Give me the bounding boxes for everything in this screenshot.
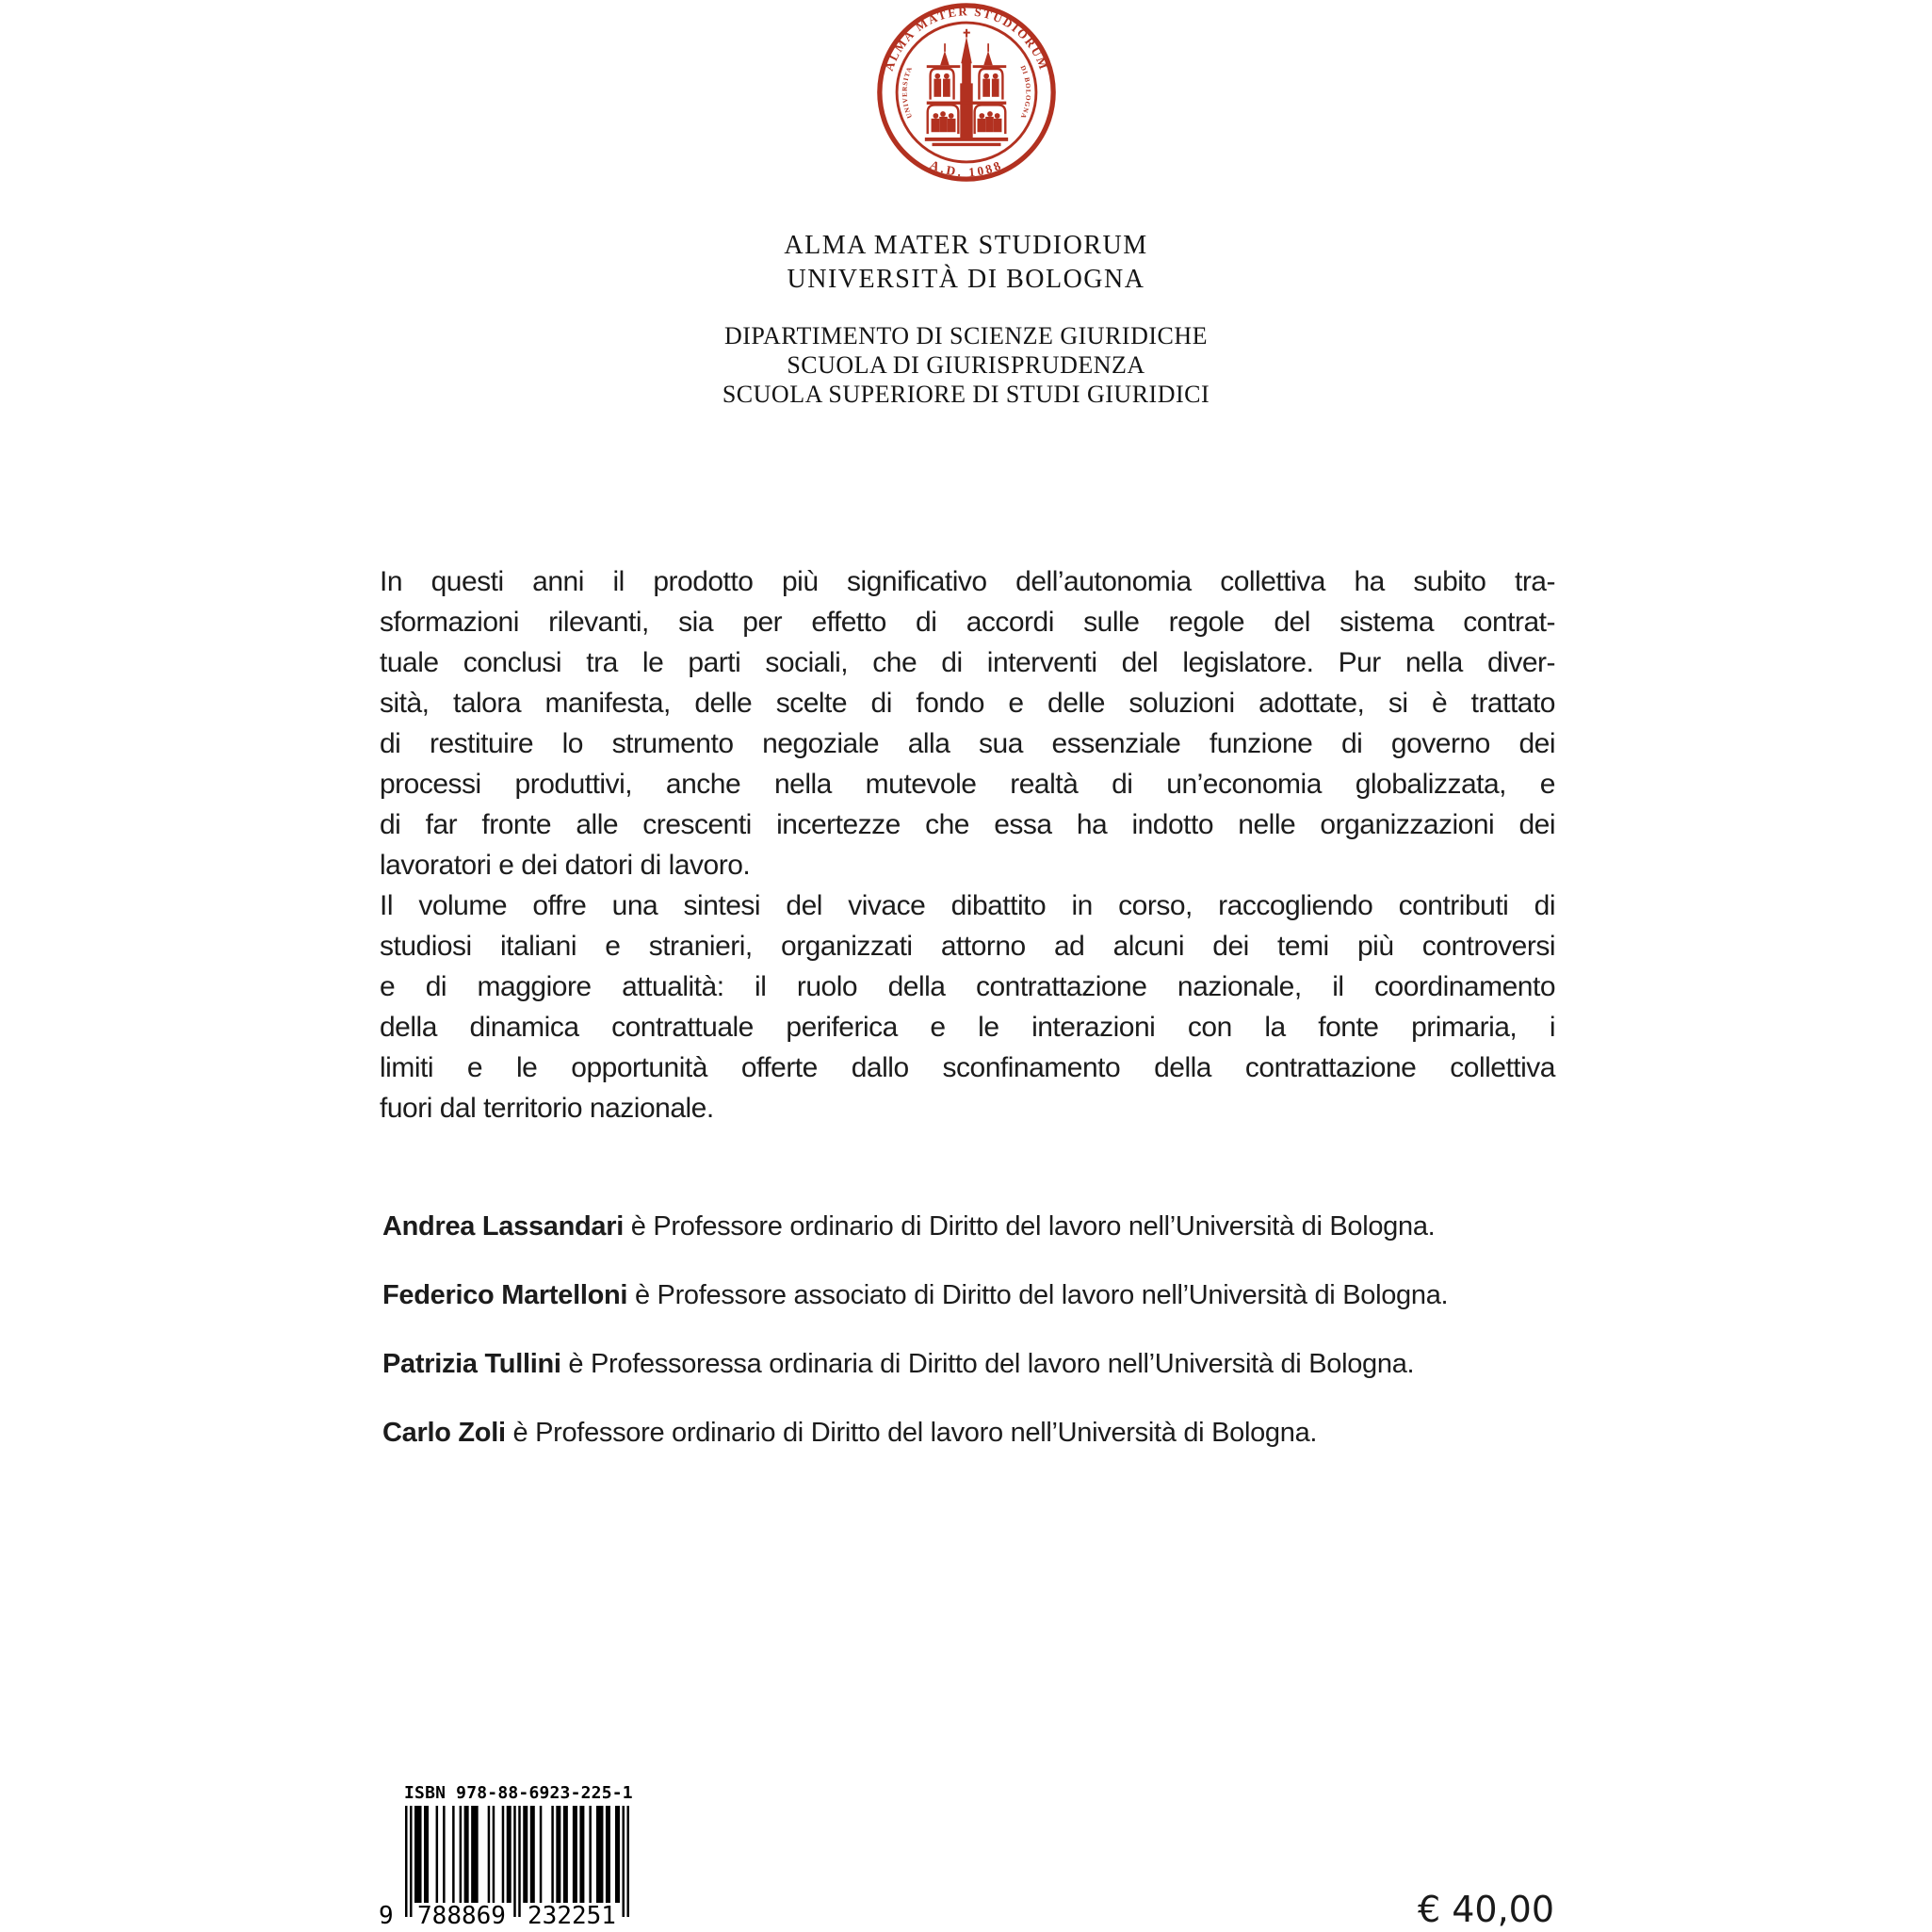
barcode-bar [606, 1806, 610, 1903]
barcode-bar [540, 1806, 543, 1903]
barcode-bar [589, 1806, 592, 1903]
author-description: è Professore associato di Diritto del lavoro nell’Università di Bologna. [627, 1280, 1449, 1310]
university-name [0, 229, 1932, 297]
blurb-text [380, 561, 1555, 1128]
blurb-line: limiti e le opportunità offerte dallo sconfinamento della contrattazione collettiva [380, 1052, 1555, 1083]
barcode-bar [436, 1806, 439, 1903]
barcode-bar [507, 1806, 511, 1903]
svg-text:UNIVERSITA [901, 65, 915, 119]
barcode-bar [518, 1806, 521, 1917]
author-bio [382, 1349, 1701, 1380]
blurb-line: lavoratori e dei datori di lavoro. [380, 850, 751, 881]
blurb-line: processi produttivi, anche nella mutevole realtà di un’economia globalizzata, e [380, 769, 1555, 800]
blurb-line: della dinamica contrattuale periferica e le interazioni con la fonte primaria, i [380, 1012, 1555, 1043]
university-seal-icon [876, 2, 1057, 183]
author-description: è Professore ordinario di Diritto del lavoro nell’Università di Bologna. [624, 1211, 1436, 1242]
price-label: € 40,00 [1417, 1889, 1554, 1930]
barcode-bar [405, 1806, 408, 1917]
department-lines [0, 321, 1932, 409]
blurb-line: di restituire lo strumento negoziale alla sua essenziale funzione di governo dei [380, 728, 1555, 759]
author-bio [382, 1211, 1701, 1242]
seal-inner-left-text: UNIVERSITA [901, 65, 915, 120]
barcode-bar [513, 1806, 516, 1917]
barcode-bar [410, 1806, 413, 1917]
barcode-bar [523, 1806, 528, 1903]
barcode-bar [414, 1806, 422, 1903]
department-line: DIPARTIMENTO DI SCIENZE GIURIDICHE [723, 322, 1209, 349]
author-name: Andrea Lassandari [382, 1211, 624, 1242]
blurb-line: fuori dal territorio nazionale. [380, 1093, 714, 1124]
seal-bottom-text: A.D. 1088 [927, 157, 1005, 180]
barcode-bar [493, 1806, 495, 1903]
barcode-bar [615, 1806, 620, 1903]
barcode-bar [443, 1806, 446, 1903]
author-name: Patrizia Tullini [382, 1349, 561, 1379]
author-description: è Professore ordinario di Diritto del lavoro nell’Università di Bologna. [505, 1418, 1318, 1448]
blurb-line: studiosi italiani e stranieri, organizzati attorno ad alcuni dei temi più controversi [380, 931, 1555, 962]
isbn-label: ISBN 978-88-6923-225-1 [404, 1783, 633, 1803]
blurb-line: e di maggiore attualità: il ruolo della contrattazione nazionale, il coordinamento [380, 971, 1555, 1002]
barcode-bar [460, 1806, 463, 1903]
blurb-line: sformazioni rilevanti, sia per effetto di accordi sulle regole del sistema contrat- [380, 607, 1555, 638]
barcode-bar [452, 1806, 455, 1903]
seal-top-text: ALMA MATER STUDIORUM [881, 4, 1052, 73]
barcode-digits-right: 232251 [528, 1902, 616, 1930]
barcode-bar [488, 1806, 491, 1903]
author-bio [382, 1418, 1701, 1449]
author-name: Federico Martelloni [382, 1280, 628, 1310]
barcode-bar [424, 1806, 429, 1903]
barcode-bar [579, 1806, 584, 1903]
author-bios [382, 1211, 1701, 1486]
author-bio [382, 1280, 1701, 1311]
blurb-line: tuale conclusi tra le parti sociali, che di interventi del legislatore. Pur nella diver- [380, 647, 1555, 678]
barcode-bar [551, 1806, 554, 1903]
barcode-bar [563, 1806, 568, 1903]
barcode-bar [464, 1806, 469, 1903]
department-line: SCUOLA DI GIURISPRUDENZA [787, 351, 1145, 379]
barcode-bar [573, 1806, 577, 1903]
barcode-digit-first: 9 [379, 1902, 394, 1930]
barcode-bar [622, 1806, 625, 1917]
university-name-line2: UNIVERSITÀ DI BOLOGNA [787, 265, 1145, 294]
barcode-bar [596, 1806, 604, 1903]
blurb-line: di far fronte alle crescenti incertezze che essa ha indotto nelle organizzazioni dei [380, 809, 1555, 840]
ean-barcode [405, 1806, 629, 1917]
barcode-bar [556, 1806, 560, 1903]
blurb-line: sità, talora manifesta, delle scelte di fondo e delle soluzioni adottate, si è trattato [380, 688, 1555, 719]
department-line: SCUOLA SUPERIORE DI STUDI GIURIDICI [722, 381, 1210, 408]
barcode-digits-left: 788869 [417, 1902, 506, 1930]
barcode-bar [530, 1806, 535, 1903]
seal-inner-right-text: DI BOLOGNA [1018, 64, 1032, 121]
blurb-line: Il volume offre una sintesi del vivace dibattito in corso, raccogliendo contributi di [380, 890, 1555, 921]
blurb-line: In questi anni il prodotto più significativo dell’autonomia collettiva ha subito tra- [380, 566, 1555, 597]
svg-text:DI BOLOGNA [1018, 64, 1031, 120]
university-name-line1: ALMA MATER STUDIORUM [784, 231, 1148, 260]
barcode-bar [626, 1806, 629, 1917]
barcode-bar [502, 1806, 505, 1903]
barcode-bar [471, 1806, 479, 1903]
author-description: è Professoressa ordinaria di Diritto del lavoro nell’Università di Bologna. [560, 1349, 1415, 1379]
author-name: Carlo Zoli [382, 1418, 506, 1448]
